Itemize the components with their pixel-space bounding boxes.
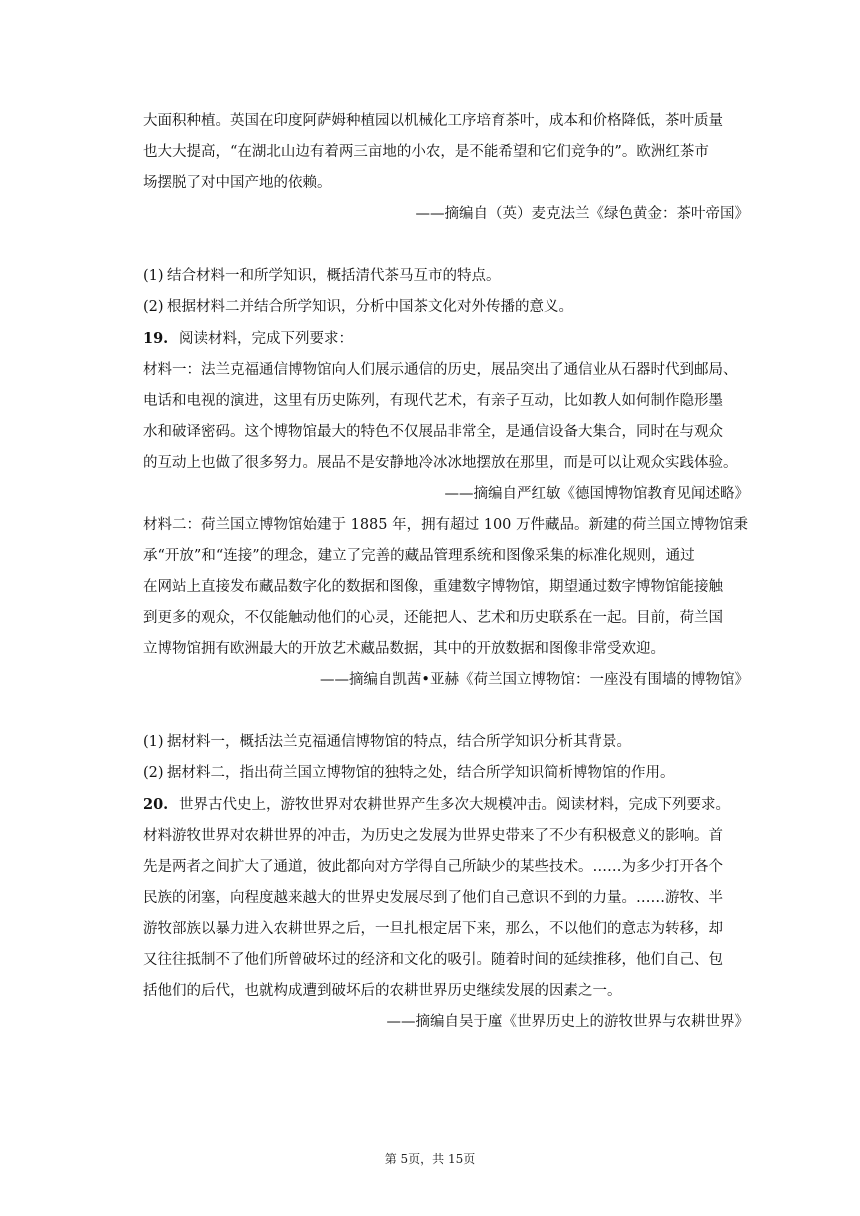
- material-line: 场摆脱了对中国产地的依赖。: [143, 175, 332, 191]
- material-line: 先是两者之间扩大了通道，彼此都向对方学得自己所缺少的某些技术。……为多少打开各个: [143, 859, 723, 875]
- sub-question-number: (2): [143, 299, 164, 315]
- sub-question: [143, 758, 749, 789]
- question-prompt: 阅读材料，完成下列要求：: [179, 331, 353, 347]
- question-19-heading: [143, 323, 749, 355]
- material-line: 大面积种植。英国在印度阿萨姆种植园以机械化工序培育茶叶，成本和价格降低，茶叶质量: [143, 113, 723, 129]
- material-source: ——摘编自严红敏《德国博物馆教育见闻述略》: [444, 486, 749, 502]
- page-footer: 第 5页，共 15页: [384, 1152, 476, 1166]
- material-line: 材料二：荷兰国立博物馆始建于 1885 年，拥有超过 100 万件藏品。新建的荷兰国立博物馆秉: [143, 517, 749, 533]
- sub-question-text: 结合材料一和所学知识，概括清代茶马互市的特点。: [167, 268, 501, 284]
- sub-question-text: 根据材料二并结合所学知识，分析中国茶文化对外传播的意义。: [167, 299, 573, 315]
- question-number: 19.: [143, 330, 169, 347]
- material-line: 括他们的后代，也就构成遭到破坏后的农耕世界历史继续发展的因素之一。: [143, 983, 622, 999]
- material-line: 游牧部族以暴力进入农耕世界之后，一旦扎根定居下来，那么，不以他们的意志为转移，却: [143, 921, 723, 937]
- sub-question: [143, 261, 749, 292]
- material-line: 到更多的观众，不仅能触动他们的心灵，还能把人、艺术和历史联系在一起。目前，荷兰国: [143, 610, 723, 626]
- sub-question-text: 据材料二，指出荷兰国立博物馆的独特之处，结合所学知识简析博物馆的作用。: [167, 765, 675, 781]
- sub-question-text: 据材料一，概括法兰克福通信博物馆的特点，结合所学知识分析其背景。: [167, 734, 631, 750]
- material-line: 材料一：法兰克福通信博物馆向人们展示通信的历史，展品突出了通信业从石器时代到邮局、: [143, 362, 738, 378]
- material-line: 在网站上直接发布藏品数字化的数据和图像，重建数字博物馆，期望通过数字博物馆能接触: [143, 579, 723, 595]
- material-source: ——摘编自凯茜•亚赫《荷兰国立博物馆：一座没有围墙的博物馆》: [319, 672, 749, 688]
- material-line: 水和破译密码。这个博物馆最大的特色不仅展品非常全，是通信设备大集合，同时在与观众: [143, 424, 723, 440]
- page-content: [143, 106, 749, 1038]
- material-line: 电话和电视的演进，这里有历史陈列，有现代艺术，有亲子互动，比如教人如何制作隐形墨: [143, 393, 723, 409]
- material-line: 民族的闭塞，向程度越来越大的世界史发展尽到了他们自己意识不到的力量。……游牧、半: [143, 890, 723, 906]
- material-line: 承“开放”和“连接”的理念，建立了完善的藏品管理系统和图像采集的标准化规则，通过: [143, 548, 695, 564]
- question-20-heading: [143, 789, 749, 821]
- material-line: 又往往抵制不了他们所曾破坏过的经济和文化的吸引。随着时间的延续推移，他们自己、包: [143, 952, 723, 968]
- sub-question-number: (1): [143, 734, 164, 750]
- material-line: 的互动上也做了很多努力。展品不是安静地冷冰冰地摆放在那里，而是可以让观众实践体验。: [143, 455, 738, 471]
- material-line: 立博物馆拥有欧洲最大的开放艺术藏品数据，其中的开放数据和图像非常受欢迎。: [143, 641, 665, 657]
- sub-question-number: (1): [143, 268, 164, 284]
- sub-question-number: (2): [143, 765, 164, 781]
- sub-question: [143, 727, 749, 758]
- material-source: ——摘编自（英）麦克法兰《绿色黄金：茶叶帝国》: [415, 206, 749, 222]
- material-source: ——摘编自吴于廑《世界历史上的游牧世界与农耕世界》: [386, 1014, 749, 1030]
- question-prompt: 世界古代史上，游牧世界对农耕世界产生多次大规模冲击。阅读材料，完成下列要求。: [179, 797, 730, 813]
- spacer: [143, 230, 749, 261]
- material-line: 材料游牧世界对农耕世界的冲击，为历史之发展为世界史带来了不少有积极意义的影响。首: [143, 828, 723, 844]
- material-line: 也大大提高，“在湖北山边有着两三亩地的小农，是不能希望和它们竞争的”。欧洲红茶市: [143, 144, 709, 160]
- question-number: 20.: [143, 796, 169, 813]
- spacer: [143, 696, 749, 727]
- sub-question: [143, 292, 749, 323]
